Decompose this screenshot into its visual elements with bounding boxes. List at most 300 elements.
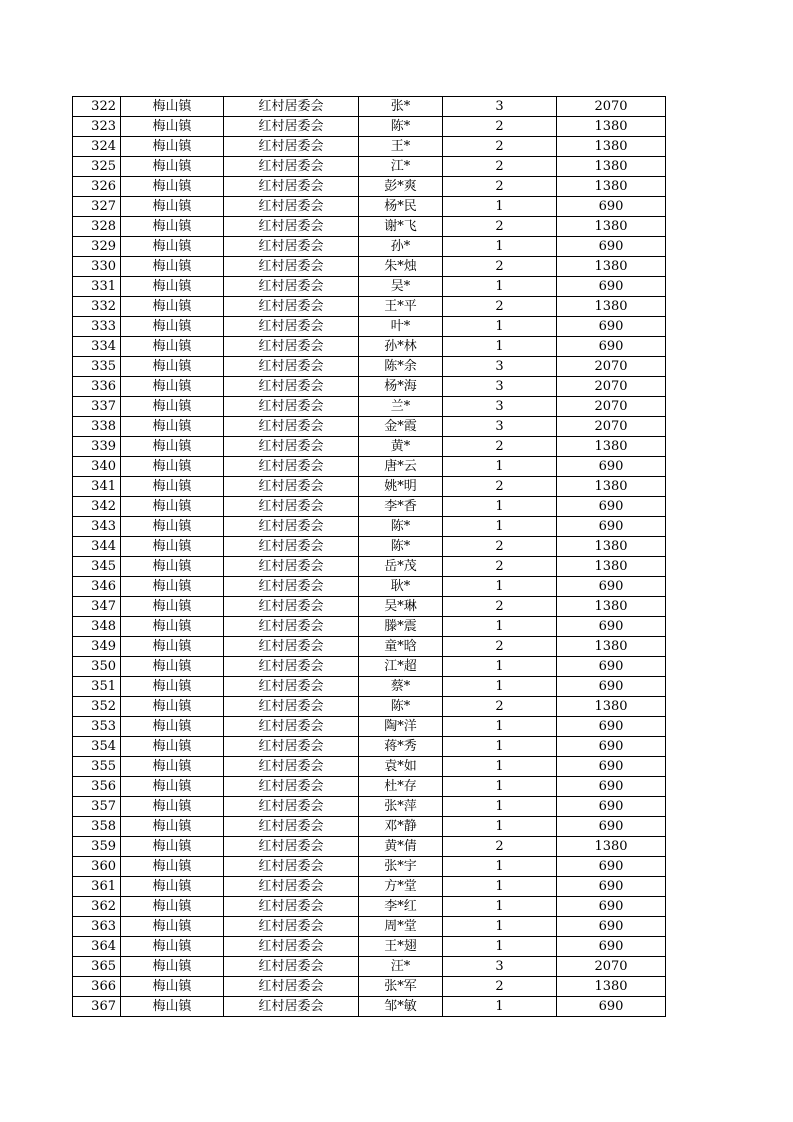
committee-cell: 红村居委会 bbox=[224, 257, 359, 277]
amount-cell: 1380 bbox=[557, 837, 666, 857]
town-cell: 梅山镇 bbox=[121, 957, 224, 977]
table-row bbox=[73, 597, 666, 617]
table-row bbox=[73, 717, 666, 737]
table-row bbox=[73, 557, 666, 577]
name-cell: 朱*烛 bbox=[359, 257, 443, 277]
name-cell: 陶*洋 bbox=[359, 717, 443, 737]
table-row bbox=[73, 477, 666, 497]
town-cell: 梅山镇 bbox=[121, 417, 224, 437]
committee-cell: 红村居委会 bbox=[224, 477, 359, 497]
town-cell: 梅山镇 bbox=[121, 997, 224, 1017]
amount-cell: 1380 bbox=[557, 637, 666, 657]
town-cell: 梅山镇 bbox=[121, 977, 224, 997]
row-number-cell: 334 bbox=[73, 337, 121, 357]
name-cell: 耿* bbox=[359, 577, 443, 597]
row-number-cell: 331 bbox=[73, 277, 121, 297]
table-row bbox=[73, 917, 666, 937]
table-body bbox=[73, 97, 666, 1017]
row-number-cell: 330 bbox=[73, 257, 121, 277]
name-cell: 吴*琳 bbox=[359, 597, 443, 617]
name-cell: 邹*敏 bbox=[359, 997, 443, 1017]
committee-cell: 红村居委会 bbox=[224, 917, 359, 937]
beneficiary-table bbox=[72, 96, 666, 1017]
name-cell: 杜*存 bbox=[359, 777, 443, 797]
data-sheet bbox=[72, 96, 666, 1017]
amount-cell: 690 bbox=[557, 577, 666, 597]
table-row bbox=[73, 777, 666, 797]
row-number-cell: 351 bbox=[73, 677, 121, 697]
town-cell: 梅山镇 bbox=[121, 937, 224, 957]
town-cell: 梅山镇 bbox=[121, 817, 224, 837]
household-size-cell: 1 bbox=[443, 517, 557, 537]
row-number-cell: 356 bbox=[73, 777, 121, 797]
name-cell: 吴* bbox=[359, 277, 443, 297]
row-number-cell: 349 bbox=[73, 637, 121, 657]
town-cell: 梅山镇 bbox=[121, 177, 224, 197]
household-size-cell: 1 bbox=[443, 777, 557, 797]
amount-cell: 690 bbox=[557, 657, 666, 677]
town-cell: 梅山镇 bbox=[121, 257, 224, 277]
table-row bbox=[73, 177, 666, 197]
committee-cell: 红村居委会 bbox=[224, 597, 359, 617]
row-number-cell: 350 bbox=[73, 657, 121, 677]
committee-cell: 红村居委会 bbox=[224, 317, 359, 337]
name-cell: 方*堂 bbox=[359, 877, 443, 897]
household-size-cell: 1 bbox=[443, 877, 557, 897]
amount-cell: 1380 bbox=[557, 157, 666, 177]
table-row bbox=[73, 737, 666, 757]
table-row bbox=[73, 357, 666, 377]
town-cell: 梅山镇 bbox=[121, 757, 224, 777]
committee-cell: 红村居委会 bbox=[224, 357, 359, 377]
row-number-cell: 329 bbox=[73, 237, 121, 257]
row-number-cell: 328 bbox=[73, 217, 121, 237]
amount-cell: 1380 bbox=[557, 437, 666, 457]
amount-cell: 690 bbox=[557, 777, 666, 797]
amount-cell: 1380 bbox=[557, 977, 666, 997]
committee-cell: 红村居委会 bbox=[224, 897, 359, 917]
committee-cell: 红村居委会 bbox=[224, 797, 359, 817]
name-cell: 陈*余 bbox=[359, 357, 443, 377]
table-row bbox=[73, 857, 666, 877]
household-size-cell: 2 bbox=[443, 177, 557, 197]
town-cell: 梅山镇 bbox=[121, 857, 224, 877]
household-size-cell: 2 bbox=[443, 977, 557, 997]
amount-cell: 1380 bbox=[557, 477, 666, 497]
town-cell: 梅山镇 bbox=[121, 697, 224, 717]
household-size-cell: 2 bbox=[443, 117, 557, 137]
name-cell: 杨*海 bbox=[359, 377, 443, 397]
name-cell: 金*霞 bbox=[359, 417, 443, 437]
amount-cell: 1380 bbox=[557, 297, 666, 317]
committee-cell: 红村居委会 bbox=[224, 637, 359, 657]
household-size-cell: 2 bbox=[443, 597, 557, 617]
row-number-cell: 336 bbox=[73, 377, 121, 397]
committee-cell: 红村居委会 bbox=[224, 217, 359, 237]
amount-cell: 2070 bbox=[557, 377, 666, 397]
row-number-cell: 326 bbox=[73, 177, 121, 197]
name-cell: 孙*林 bbox=[359, 337, 443, 357]
name-cell: 孙* bbox=[359, 237, 443, 257]
committee-cell: 红村居委会 bbox=[224, 277, 359, 297]
row-number-cell: 366 bbox=[73, 977, 121, 997]
town-cell: 梅山镇 bbox=[121, 297, 224, 317]
name-cell: 彭*爽 bbox=[359, 177, 443, 197]
town-cell: 梅山镇 bbox=[121, 237, 224, 257]
town-cell: 梅山镇 bbox=[121, 357, 224, 377]
table-row bbox=[73, 97, 666, 117]
household-size-cell: 1 bbox=[443, 497, 557, 517]
town-cell: 梅山镇 bbox=[121, 597, 224, 617]
row-number-cell: 337 bbox=[73, 397, 121, 417]
row-number-cell: 365 bbox=[73, 957, 121, 977]
household-size-cell: 1 bbox=[443, 797, 557, 817]
amount-cell: 690 bbox=[557, 337, 666, 357]
amount-cell: 2070 bbox=[557, 357, 666, 377]
name-cell: 张*宇 bbox=[359, 857, 443, 877]
household-size-cell: 2 bbox=[443, 137, 557, 157]
name-cell: 蒋*秀 bbox=[359, 737, 443, 757]
amount-cell: 690 bbox=[557, 497, 666, 517]
name-cell: 王*平 bbox=[359, 297, 443, 317]
town-cell: 梅山镇 bbox=[121, 97, 224, 117]
table-row bbox=[73, 537, 666, 557]
household-size-cell: 3 bbox=[443, 397, 557, 417]
household-size-cell: 2 bbox=[443, 297, 557, 317]
row-number-cell: 345 bbox=[73, 557, 121, 577]
amount-cell: 690 bbox=[557, 937, 666, 957]
name-cell: 陈* bbox=[359, 117, 443, 137]
committee-cell: 红村居委会 bbox=[224, 877, 359, 897]
town-cell: 梅山镇 bbox=[121, 277, 224, 297]
row-number-cell: 346 bbox=[73, 577, 121, 597]
name-cell: 兰* bbox=[359, 397, 443, 417]
committee-cell: 红村居委会 bbox=[224, 737, 359, 757]
name-cell: 江*超 bbox=[359, 657, 443, 677]
household-size-cell: 1 bbox=[443, 717, 557, 737]
amount-cell: 690 bbox=[557, 237, 666, 257]
town-cell: 梅山镇 bbox=[121, 877, 224, 897]
amount-cell: 690 bbox=[557, 997, 666, 1017]
committee-cell: 红村居委会 bbox=[224, 417, 359, 437]
town-cell: 梅山镇 bbox=[121, 497, 224, 517]
table-row bbox=[73, 397, 666, 417]
table-row bbox=[73, 197, 666, 217]
name-cell: 袁*如 bbox=[359, 757, 443, 777]
row-number-cell: 367 bbox=[73, 997, 121, 1017]
name-cell: 姚*明 bbox=[359, 477, 443, 497]
town-cell: 梅山镇 bbox=[121, 157, 224, 177]
town-cell: 梅山镇 bbox=[121, 397, 224, 417]
table-row bbox=[73, 437, 666, 457]
name-cell: 李*香 bbox=[359, 497, 443, 517]
committee-cell: 红村居委会 bbox=[224, 377, 359, 397]
name-cell: 谢*飞 bbox=[359, 217, 443, 237]
table-row bbox=[73, 497, 666, 517]
household-size-cell: 2 bbox=[443, 837, 557, 857]
town-cell: 梅山镇 bbox=[121, 377, 224, 397]
table-row bbox=[73, 757, 666, 777]
table-row bbox=[73, 517, 666, 537]
committee-cell: 红村居委会 bbox=[224, 757, 359, 777]
name-cell: 王* bbox=[359, 137, 443, 157]
committee-cell: 红村居委会 bbox=[224, 837, 359, 857]
name-cell: 滕*震 bbox=[359, 617, 443, 637]
row-number-cell: 360 bbox=[73, 857, 121, 877]
amount-cell: 690 bbox=[557, 817, 666, 837]
town-cell: 梅山镇 bbox=[121, 617, 224, 637]
table-row bbox=[73, 377, 666, 397]
row-number-cell: 363 bbox=[73, 917, 121, 937]
town-cell: 梅山镇 bbox=[121, 737, 224, 757]
town-cell: 梅山镇 bbox=[121, 577, 224, 597]
committee-cell: 红村居委会 bbox=[224, 677, 359, 697]
committee-cell: 红村居委会 bbox=[224, 337, 359, 357]
table-row bbox=[73, 677, 666, 697]
row-number-cell: 341 bbox=[73, 477, 121, 497]
amount-cell: 690 bbox=[557, 317, 666, 337]
name-cell: 张*军 bbox=[359, 977, 443, 997]
town-cell: 梅山镇 bbox=[121, 197, 224, 217]
amount-cell: 690 bbox=[557, 877, 666, 897]
table-row bbox=[73, 957, 666, 977]
household-size-cell: 1 bbox=[443, 737, 557, 757]
name-cell: 王*翅 bbox=[359, 937, 443, 957]
town-cell: 梅山镇 bbox=[121, 477, 224, 497]
table-row bbox=[73, 637, 666, 657]
household-size-cell: 1 bbox=[443, 917, 557, 937]
household-size-cell: 2 bbox=[443, 437, 557, 457]
name-cell: 黄*倩 bbox=[359, 837, 443, 857]
table-row bbox=[73, 897, 666, 917]
name-cell: 陈* bbox=[359, 697, 443, 717]
town-cell: 梅山镇 bbox=[121, 717, 224, 737]
amount-cell: 690 bbox=[557, 677, 666, 697]
household-size-cell: 1 bbox=[443, 317, 557, 337]
committee-cell: 红村居委会 bbox=[224, 397, 359, 417]
committee-cell: 红村居委会 bbox=[224, 937, 359, 957]
committee-cell: 红村居委会 bbox=[224, 117, 359, 137]
row-number-cell: 325 bbox=[73, 157, 121, 177]
amount-cell: 2070 bbox=[557, 397, 666, 417]
amount-cell: 690 bbox=[557, 617, 666, 637]
town-cell: 梅山镇 bbox=[121, 517, 224, 537]
household-size-cell: 1 bbox=[443, 677, 557, 697]
household-size-cell: 2 bbox=[443, 477, 557, 497]
row-number-cell: 339 bbox=[73, 437, 121, 457]
table-row bbox=[73, 697, 666, 717]
row-number-cell: 342 bbox=[73, 497, 121, 517]
row-number-cell: 343 bbox=[73, 517, 121, 537]
name-cell: 邓*静 bbox=[359, 817, 443, 837]
table-row bbox=[73, 337, 666, 357]
amount-cell: 690 bbox=[557, 897, 666, 917]
household-size-cell: 1 bbox=[443, 617, 557, 637]
row-number-cell: 348 bbox=[73, 617, 121, 637]
amount-cell: 690 bbox=[557, 277, 666, 297]
row-number-cell: 324 bbox=[73, 137, 121, 157]
committee-cell: 红村居委会 bbox=[224, 817, 359, 837]
row-number-cell: 323 bbox=[73, 117, 121, 137]
name-cell: 陈* bbox=[359, 537, 443, 557]
committee-cell: 红村居委会 bbox=[224, 497, 359, 517]
town-cell: 梅山镇 bbox=[121, 117, 224, 137]
table-row bbox=[73, 237, 666, 257]
row-number-cell: 359 bbox=[73, 837, 121, 857]
amount-cell: 2070 bbox=[557, 957, 666, 977]
row-number-cell: 327 bbox=[73, 197, 121, 217]
table-row bbox=[73, 797, 666, 817]
table-row bbox=[73, 877, 666, 897]
amount-cell: 690 bbox=[557, 457, 666, 477]
row-number-cell: 355 bbox=[73, 757, 121, 777]
name-cell: 陈* bbox=[359, 517, 443, 537]
row-number-cell: 358 bbox=[73, 817, 121, 837]
household-size-cell: 1 bbox=[443, 997, 557, 1017]
committee-cell: 红村居委会 bbox=[224, 977, 359, 997]
row-number-cell: 357 bbox=[73, 797, 121, 817]
table-row bbox=[73, 417, 666, 437]
table-row bbox=[73, 997, 666, 1017]
name-cell: 汪* bbox=[359, 957, 443, 977]
committee-cell: 红村居委会 bbox=[224, 517, 359, 537]
table-row bbox=[73, 977, 666, 997]
row-number-cell: 347 bbox=[73, 597, 121, 617]
household-size-cell: 1 bbox=[443, 337, 557, 357]
committee-cell: 红村居委会 bbox=[224, 97, 359, 117]
household-size-cell: 1 bbox=[443, 237, 557, 257]
table-row bbox=[73, 257, 666, 277]
amount-cell: 1380 bbox=[557, 537, 666, 557]
amount-cell: 1380 bbox=[557, 177, 666, 197]
table-row bbox=[73, 157, 666, 177]
town-cell: 梅山镇 bbox=[121, 437, 224, 457]
row-number-cell: 362 bbox=[73, 897, 121, 917]
town-cell: 梅山镇 bbox=[121, 557, 224, 577]
table-row bbox=[73, 137, 666, 157]
row-number-cell: 335 bbox=[73, 357, 121, 377]
committee-cell: 红村居委会 bbox=[224, 437, 359, 457]
town-cell: 梅山镇 bbox=[121, 657, 224, 677]
household-size-cell: 1 bbox=[443, 197, 557, 217]
household-size-cell: 3 bbox=[443, 97, 557, 117]
committee-cell: 红村居委会 bbox=[224, 577, 359, 597]
household-size-cell: 1 bbox=[443, 277, 557, 297]
amount-cell: 690 bbox=[557, 717, 666, 737]
table-row bbox=[73, 617, 666, 637]
row-number-cell: 354 bbox=[73, 737, 121, 757]
town-cell: 梅山镇 bbox=[121, 797, 224, 817]
amount-cell: 1380 bbox=[557, 597, 666, 617]
name-cell: 杨*民 bbox=[359, 197, 443, 217]
table-row bbox=[73, 657, 666, 677]
name-cell: 唐*云 bbox=[359, 457, 443, 477]
committee-cell: 红村居委会 bbox=[224, 997, 359, 1017]
town-cell: 梅山镇 bbox=[121, 637, 224, 657]
row-number-cell: 352 bbox=[73, 697, 121, 717]
household-size-cell: 1 bbox=[443, 937, 557, 957]
table-row bbox=[73, 937, 666, 957]
table-row bbox=[73, 277, 666, 297]
committee-cell: 红村居委会 bbox=[224, 297, 359, 317]
table-row bbox=[73, 837, 666, 857]
row-number-cell: 322 bbox=[73, 97, 121, 117]
household-size-cell: 2 bbox=[443, 217, 557, 237]
household-size-cell: 2 bbox=[443, 257, 557, 277]
name-cell: 黄* bbox=[359, 437, 443, 457]
row-number-cell: 338 bbox=[73, 417, 121, 437]
committee-cell: 红村居委会 bbox=[224, 457, 359, 477]
amount-cell: 690 bbox=[557, 917, 666, 937]
committee-cell: 红村居委会 bbox=[224, 657, 359, 677]
amount-cell: 690 bbox=[557, 757, 666, 777]
table-row bbox=[73, 577, 666, 597]
town-cell: 梅山镇 bbox=[121, 137, 224, 157]
household-size-cell: 3 bbox=[443, 357, 557, 377]
table-row bbox=[73, 317, 666, 337]
amount-cell: 690 bbox=[557, 797, 666, 817]
amount-cell: 1380 bbox=[557, 137, 666, 157]
amount-cell: 1380 bbox=[557, 257, 666, 277]
amount-cell: 1380 bbox=[557, 557, 666, 577]
committee-cell: 红村居委会 bbox=[224, 537, 359, 557]
row-number-cell: 344 bbox=[73, 537, 121, 557]
committee-cell: 红村居委会 bbox=[224, 717, 359, 737]
amount-cell: 690 bbox=[557, 737, 666, 757]
name-cell: 江* bbox=[359, 157, 443, 177]
committee-cell: 红村居委会 bbox=[224, 557, 359, 577]
household-size-cell: 2 bbox=[443, 697, 557, 717]
table-row bbox=[73, 457, 666, 477]
household-size-cell: 2 bbox=[443, 637, 557, 657]
table-row bbox=[73, 117, 666, 137]
amount-cell: 1380 bbox=[557, 217, 666, 237]
name-cell: 蔡* bbox=[359, 677, 443, 697]
amount-cell: 1380 bbox=[557, 697, 666, 717]
amount-cell: 690 bbox=[557, 857, 666, 877]
name-cell: 张*萍 bbox=[359, 797, 443, 817]
committee-cell: 红村居委会 bbox=[224, 777, 359, 797]
committee-cell: 红村居委会 bbox=[224, 177, 359, 197]
row-number-cell: 364 bbox=[73, 937, 121, 957]
household-size-cell: 1 bbox=[443, 577, 557, 597]
town-cell: 梅山镇 bbox=[121, 217, 224, 237]
town-cell: 梅山镇 bbox=[121, 897, 224, 917]
town-cell: 梅山镇 bbox=[121, 337, 224, 357]
town-cell: 梅山镇 bbox=[121, 777, 224, 797]
committee-cell: 红村居委会 bbox=[224, 197, 359, 217]
amount-cell: 690 bbox=[557, 517, 666, 537]
name-cell: 周*堂 bbox=[359, 917, 443, 937]
name-cell: 张* bbox=[359, 97, 443, 117]
committee-cell: 红村居委会 bbox=[224, 237, 359, 257]
household-size-cell: 2 bbox=[443, 537, 557, 557]
household-size-cell: 2 bbox=[443, 557, 557, 577]
household-size-cell: 1 bbox=[443, 817, 557, 837]
row-number-cell: 332 bbox=[73, 297, 121, 317]
household-size-cell: 1 bbox=[443, 757, 557, 777]
town-cell: 梅山镇 bbox=[121, 917, 224, 937]
household-size-cell: 3 bbox=[443, 957, 557, 977]
name-cell: 童*晗 bbox=[359, 637, 443, 657]
name-cell: 叶* bbox=[359, 317, 443, 337]
table-row bbox=[73, 217, 666, 237]
household-size-cell: 2 bbox=[443, 157, 557, 177]
town-cell: 梅山镇 bbox=[121, 317, 224, 337]
committee-cell: 红村居委会 bbox=[224, 617, 359, 637]
committee-cell: 红村居委会 bbox=[224, 697, 359, 717]
row-number-cell: 333 bbox=[73, 317, 121, 337]
